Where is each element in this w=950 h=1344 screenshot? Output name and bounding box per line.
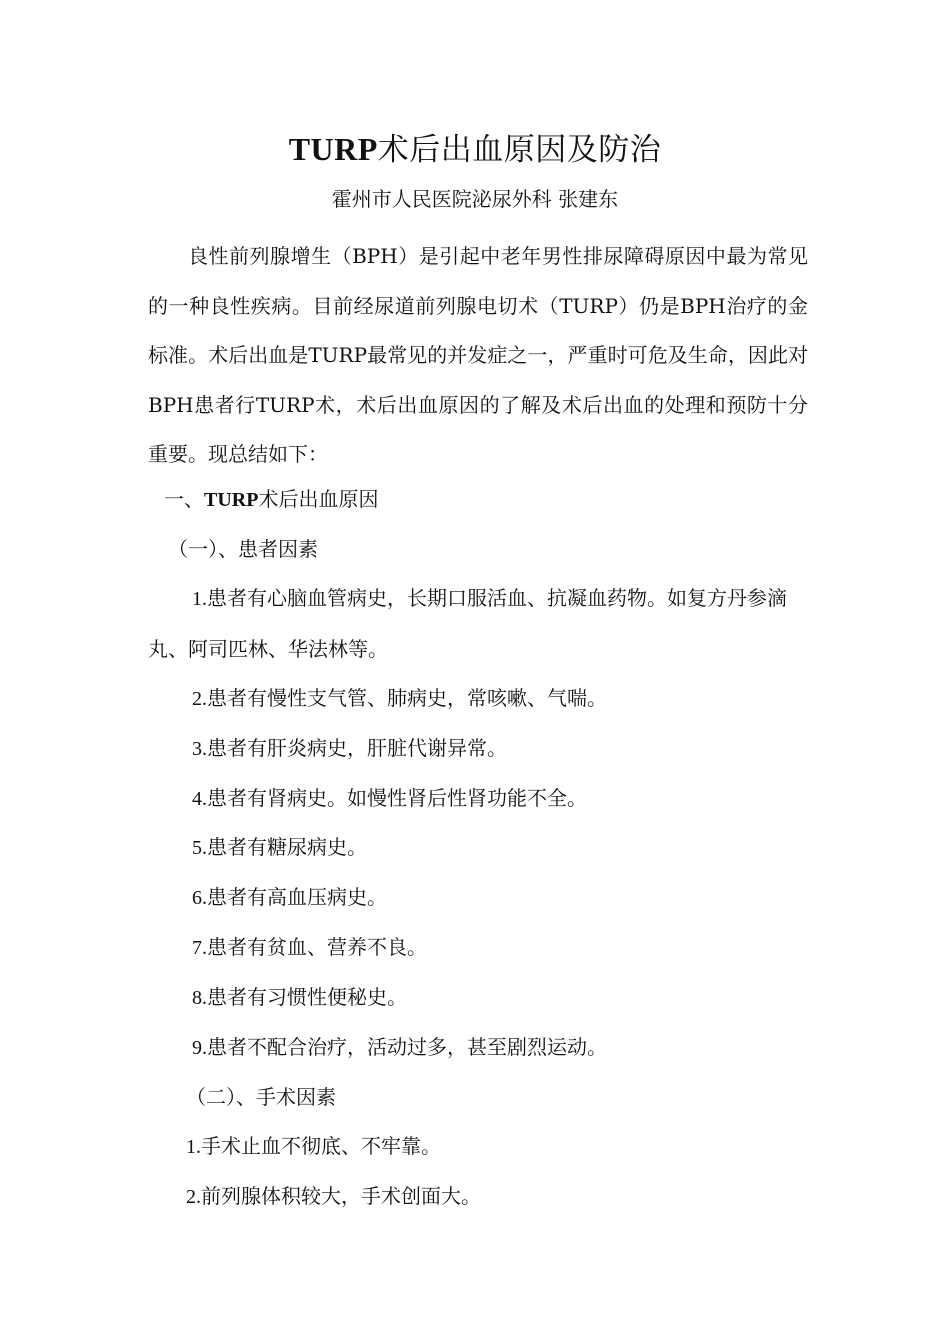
list-item-number: 1. [192, 588, 207, 610]
list-item-text: 前列腺体积较大，手术创面大。 [201, 1184, 481, 1208]
list-item-text: 患者有肾病史。如慢性肾后性肾功能不全。 [207, 786, 587, 810]
list-item [192, 832, 367, 863]
list-item-text: 患者不配合治疗，活动过多，甚至剧烈运动。 [207, 1035, 607, 1059]
list-item-text: 患者有肝炎病史，肝脏代谢异常。 [207, 736, 507, 760]
section-lead: TURP [204, 489, 259, 511]
list-item-number: 8. [192, 987, 207, 1009]
title-text: 术后出血原因及防治 [377, 132, 662, 168]
author-line: 霍州市人民医院泌尿外科 张建东 [331, 187, 619, 211]
list-item-number: 3. [192, 738, 207, 760]
list-item-text: 患者有习惯性便秘史。 [207, 985, 407, 1009]
list-item-text: 患者有高血压病史。 [207, 885, 387, 909]
list-item [192, 982, 407, 1013]
list-item-number: 7. [192, 937, 207, 959]
list-item-number: 2. [192, 688, 207, 710]
list-item [192, 733, 507, 764]
list-item-text: 患者有贫血、营养不良。 [207, 935, 427, 959]
list-item-number: 9. [192, 1037, 207, 1059]
list-item [148, 574, 808, 674]
list-item-number: 5. [192, 837, 207, 859]
list-item-number: 4. [192, 788, 207, 810]
list-item-number: 6. [192, 887, 207, 909]
subsection-heading-patient: （一）、患者因素 [168, 537, 318, 561]
list-item [192, 882, 387, 913]
list-item [192, 1032, 607, 1063]
list-item-text: 患者有糖尿病史。 [207, 835, 367, 859]
list-item-text: 患者有慢性支气管、肺病史，常咳嗽、气喘。 [207, 686, 607, 710]
list-item [192, 683, 607, 714]
document-title [0, 127, 950, 172]
section-heading-1 [164, 484, 378, 515]
section-prefix: 一、 [164, 487, 204, 511]
title-latin: TURP [288, 131, 378, 167]
list-item [186, 1181, 481, 1212]
list-item-number: 2. [186, 1186, 201, 1208]
list-item-number: 1. [186, 1136, 201, 1158]
list-item [186, 1131, 441, 1162]
section-text: 术后出血原因 [258, 487, 379, 511]
list-item-text: 患者有心脑血管病史，长期口服活血、抗凝血药物。如复方丹参滴丸、阿司匹林、华法林等。 [148, 586, 787, 661]
list-item-text: 手术止血不彻底、不牢靠。 [201, 1134, 441, 1158]
subsection-heading-surgery: （二）、手术因素 [186, 1085, 336, 1109]
list-item [192, 932, 427, 963]
list-item [192, 783, 587, 814]
intro-paragraph: 良性前列腺增生（BPH）是引起中老年男性排尿障碍原因中最为常见的一种良性疾病。目前经尿道前列腺电切术（TURP）仍是BPH治疗的金标准。术后出血是TURP最常见的并发症之一，严重时可危及生命，因此对BPH患者行TURP术，术后出血原因的了解及术后出血的处理和预防十分重要。现总结如下： [148, 244, 808, 466]
